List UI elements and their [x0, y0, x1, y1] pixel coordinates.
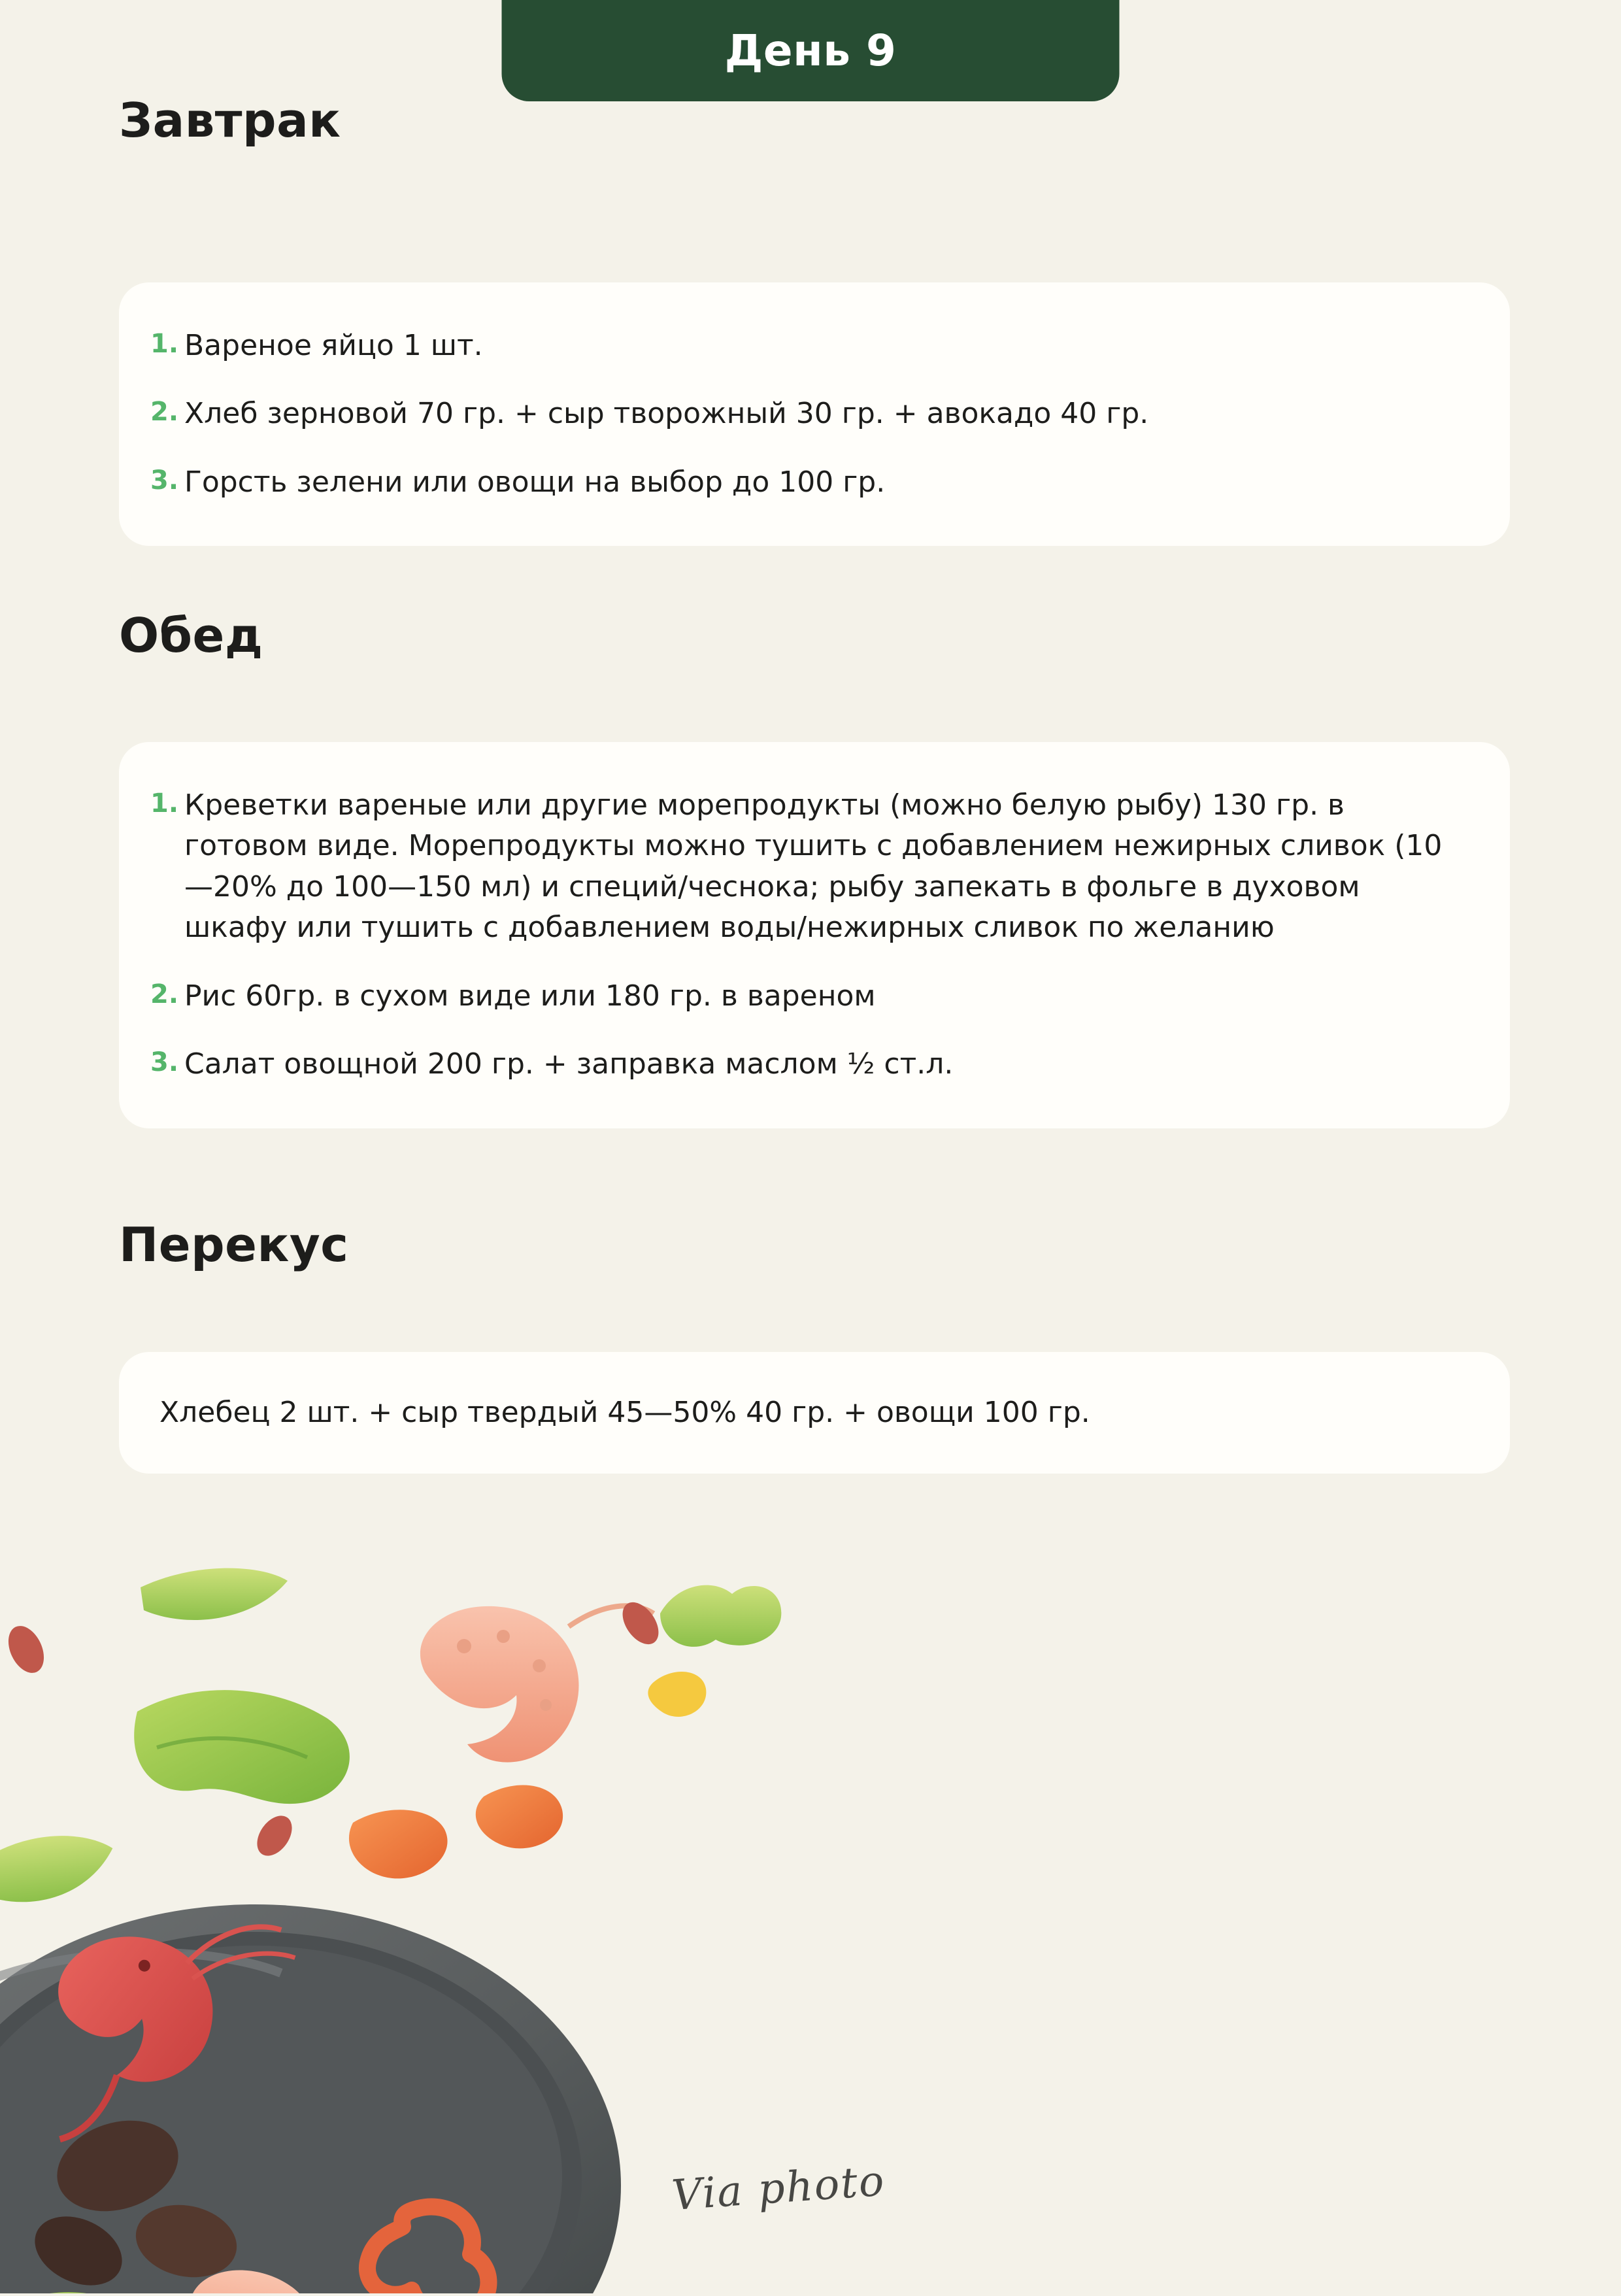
list-item-number: 3. — [150, 465, 179, 496]
section-title-snack: Перекус — [119, 1217, 349, 1272]
list-item-number: 2. — [150, 397, 179, 428]
breakfast-list — [119, 326, 1464, 503]
lunch-list — [119, 785, 1445, 1085]
snack-card — [119, 1352, 1510, 1474]
shrimp-illustration-pan — [178, 2261, 330, 2293]
parsley-illustration — [660, 1585, 781, 1647]
pepper-ring-illustration — [367, 2207, 489, 2293]
list-item — [119, 394, 1464, 434]
day-badge — [502, 0, 1120, 101]
list-item — [119, 785, 1445, 949]
list-item — [119, 462, 1464, 503]
list-item-text: Салат овощной 200 гр. + заправка маслом ½ ст.л. — [184, 1047, 954, 1081]
list-item-text: Креветки вареные или другие морепродукты (можно белую рыбу) 130 гр. в готовом виде. Морепродукты можно тушить с добавлением нежирных сливок (10—20% до 100—150 мл) и специй/чеснока; рыбу запекать в фольге в духовом шкафу или тушить с добавлением воды/нежирных сливок по желанию — [184, 788, 1443, 945]
spices-illustration — [1, 1596, 665, 1863]
list-item-number: 1. — [150, 329, 179, 359]
green-leaf-left-illustration — [0, 1830, 117, 1906]
day-badge-label: День 9 — [724, 25, 897, 76]
breakfast-card — [119, 282, 1510, 546]
snack-text: Хлебец 2 шт. + сыр твердый 45—50% 40 гр. + овощи 100 гр. — [159, 1396, 1090, 1429]
herb-leaf-illustration — [141, 1568, 288, 1620]
lettuce-leaf-illustration — [134, 1690, 350, 1804]
lunch-card — [119, 742, 1510, 1128]
red-shrimp-illustration — [33, 1914, 316, 2140]
list-item-number: 1. — [150, 788, 179, 819]
carrot-piece-illustration — [349, 1785, 563, 1879]
list-item-text: Горсть зелени или овощи на выбор до 100 гр. — [184, 465, 886, 499]
list-item — [119, 326, 1464, 366]
pan-illustration — [0, 1904, 621, 2293]
section-title-breakfast: Завтрак — [119, 93, 341, 148]
corn-piece-illustration — [648, 1672, 706, 1717]
list-item-number: 2. — [150, 979, 179, 1009]
list-item-number: 3. — [150, 1047, 179, 1078]
list-item-text: Хлеб зерновой 70 гр. + сыр творожный 30 гр. + авокадо 40 гр. — [184, 397, 1149, 431]
list-item-text: Вареное яйцо 1 шт. — [184, 329, 483, 362]
shrimp-illustration-floating — [420, 1606, 654, 1762]
list-item-text: Рис 60гр. в сухом виде или 180 гр. в вареном — [184, 979, 876, 1013]
mushrooms-illustration — [24, 2106, 243, 2293]
list-item — [119, 976, 1445, 1017]
watermark: Via photo — [670, 2157, 887, 2221]
list-item — [119, 1044, 1445, 1085]
section-title-lunch: Обед — [119, 608, 263, 663]
